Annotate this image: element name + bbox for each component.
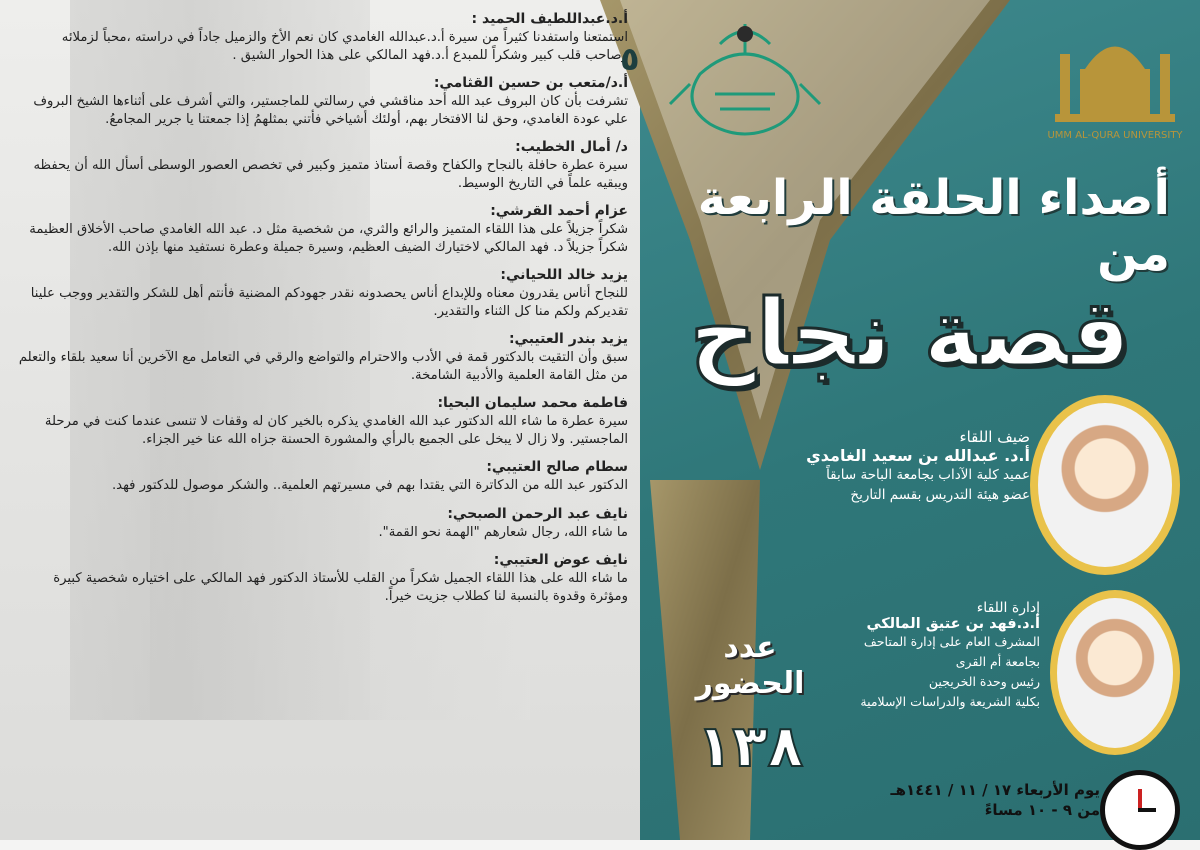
guest-label: ضيف اللقاء	[959, 428, 1030, 446]
comment-text: تشرفت بأن كان البروف عبد الله أحد مناقشي في رسالتي للماجستير، والتي أشرف على أثناءها الشيخ البروف علي عودة الغامدي، وحق لنا الافتخار بهم، أولئك أشياخي فأتني بمثلهمُ إذا جمعتنا يا جرير المجامعُ.	[33, 94, 628, 127]
manager-title: رئيس وحدة الخريجين	[928, 674, 1040, 689]
episode-number: ٥	[620, 40, 640, 78]
comment-text: سيرة عطرة حافلة بالنجاح والكفاح وقصة أستاذ متميز وكبير في تخصص العصور الوسطى أسأل الله أن يحفظه ويبقيه علماً في التاريخ الوسيط.	[33, 158, 628, 191]
manager-title: المشرف العام على إدارة المتاحف	[863, 634, 1040, 649]
manager-photo	[1050, 590, 1180, 755]
comment-text: ما شاء الله، رجال شعارهم "الهمة نحو القمة".	[378, 524, 628, 540]
commenter-name: نايف عبد الرحمن الصبحي:	[447, 505, 628, 522]
comment-text: استمتعنا واستفدنا كثيراً من سيرة أ.د.عبدالله الغامدي كان نعم الأخ والزميل جاداً في دراسته ،محباً لزملائه وصاحب قلب كبير وشكراً للمبدع أ.د.فهد المالكي على هذا الحوار الشيق .	[61, 30, 628, 63]
manager-title: بكلية الشريعة والدراسات الإسلامية	[860, 694, 1040, 709]
headline-line1: أصداء الحلقة الرابعة من	[697, 170, 1170, 282]
commenter-name: يزيد خالد اللحياني:	[500, 267, 628, 283]
comments-column	[18, 10, 628, 830]
guest-info	[790, 428, 1030, 505]
commenter-name: أ.د.عبداللطيف الحميد :	[471, 11, 628, 27]
manager-label: إدارة اللقاء	[976, 600, 1040, 616]
commenter-name: أ.د/متعب بن حسين القثامي:	[433, 75, 628, 91]
museum-logo	[660, 14, 830, 154]
comment-block	[18, 266, 628, 320]
comment-block	[18, 330, 628, 384]
university-logo	[1040, 14, 1190, 144]
comment-block	[18, 202, 628, 256]
comment-block	[18, 458, 628, 495]
commenter-name: نايف عوض العتيبي:	[493, 552, 628, 568]
clock-icon	[1100, 770, 1180, 850]
commenter-name: يزيد بندر العتيبي:	[508, 331, 628, 347]
commenter-name: فاطمة محمد سليمان البحيا:	[437, 395, 628, 411]
comment-text: سبق وأن التقيت بالدكتور قمة في الأدب والاحترام والتواضع والرقي في التعامل مع الآخرين أنا سعيد بلقاء والتعلم من مثل القامة العلمية والأدبية الشامخة.	[18, 350, 628, 383]
attendance-count: ١٣٨	[696, 712, 804, 780]
manager-name: أ.د.فهد بن عتيق المالكي	[866, 616, 1040, 632]
comment-text: شكراً جزيلاً على هذا اللقاء المتميز والرائع والثري، من شخصية مثل د. عبد الله الغامدي صاحب الأخلاق العظيمة شكراً جزيلاً د. فهد المالكي لاختيارك الضيف العظيم، وسيرة جميلة وعطرة نستفيد منها بإذن الله.	[29, 222, 628, 255]
guest-title: عميد كلية الآداب بجامعة الباحة سابقاً	[826, 467, 1030, 483]
attendance-label: الحضور	[695, 666, 805, 701]
attendance-box	[695, 630, 805, 780]
guest-name: أ.د. عبدالله بن سعيد الغامدي	[806, 446, 1030, 465]
guest-title: عضو هيئة التدريس بقسم التاريخ	[850, 487, 1030, 503]
manager-info	[780, 600, 1040, 712]
comment-text: للنجاح أناس يقدرون معناه وللإبداع أناس يحصدونه نقدر جهودكم المضنية فأنتم أهل للشكر والتقدير ووجب علينا تقديركم ولكم منا كل الثناء والتقدير.	[30, 286, 628, 319]
headline-line2: قصة نجاح	[689, 280, 1131, 387]
comment-text: الدكتور عبد الله من الدكاترة التي يقتدا بهم في مسيرتهم العلمية.. والشكر موصول للدكتور فهد.	[111, 478, 628, 493]
comment-block	[18, 394, 628, 448]
comment-block	[18, 10, 628, 64]
comment-block	[18, 551, 628, 605]
comment-block	[18, 505, 628, 542]
event-time: من ٩ - ١٠ مساءً	[984, 801, 1100, 819]
event-date: يوم الأربعاء ١٧ / ١١ / ١٤٤١هـ	[890, 781, 1100, 799]
comment-block	[18, 138, 628, 192]
comment-text: سيرة عطرة ما شاء الله الدكتور عبد الله الغامدي يذكره بالخير كان له وقفات لا تنسى عندما كنت في مرحلة الماجستير. ولا زال لا يبخل على الجميع بالرأي والمشورة الحسنة جزاه الله عنا خير الجزاء.	[44, 414, 628, 447]
attendance-label: عدد	[723, 630, 777, 665]
comment-text: ما شاء الله على هذا اللقاء الجميل شكراً من القلب للأستاذ الدكتور فهد المالكي على اختياره شخصية كبيرة ومؤثرة وقدوة بالنسبة لنا كطلاب جزيت خيراً.	[53, 571, 628, 604]
commenter-name: سطام صالح العتيبي:	[486, 459, 628, 475]
commenter-name: عزام أحمد القرشي:	[490, 203, 628, 219]
manager-title: بجامعة أم القرى	[955, 654, 1040, 669]
commenter-name: د/ أمال الخطيب:	[515, 139, 628, 155]
guest-photo	[1030, 395, 1180, 575]
schedule	[840, 780, 1100, 820]
comment-block	[18, 74, 628, 128]
university-logo-text: UMM AL-QURA UNIVERSITY	[1047, 130, 1183, 141]
